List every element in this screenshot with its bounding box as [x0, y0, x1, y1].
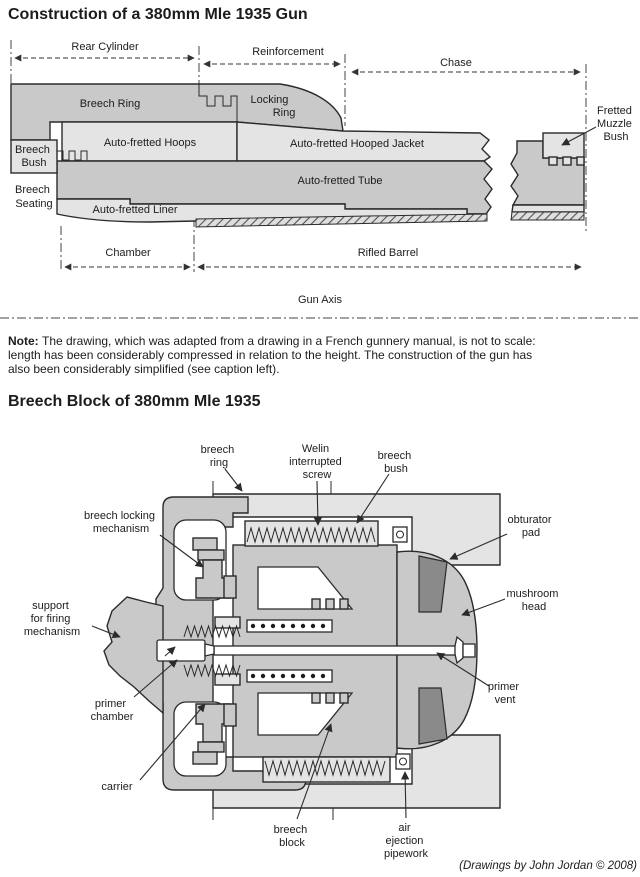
label-carrier: carrier — [101, 781, 133, 793]
label-rear-cylinder: Rear Cylinder — [71, 41, 139, 53]
label-support-firing-mechanism: support for firing mechanism — [23, 600, 81, 638]
shape-support-firing-mechanism — [104, 597, 163, 713]
shape-primer-chamber — [157, 640, 205, 661]
note-line-1: The drawing, which was adapted from a drawing in a French gunnery manual, is not to scale: — [42, 334, 536, 348]
upper-diagram — [0, 40, 640, 318]
label-welin-interrupted-screw: Welin interrupted screw — [289, 443, 342, 481]
lower-diagram — [24, 443, 562, 860]
label-fretted-muzzle-bush: Fretted Muzzle Bush — [597, 105, 632, 143]
note-block — [8, 334, 536, 376]
note-line-2: length has been considerably compressed in relation to the height. The construction of the gun has — [8, 348, 533, 362]
shape-primer-vent-channel — [214, 646, 457, 655]
shape-vent-plug — [463, 644, 475, 657]
label-chamber: Chamber — [105, 247, 151, 259]
label-auto-fretted-liner: Auto-fretted Liner — [92, 204, 178, 216]
shape-air-port-top — [393, 527, 407, 542]
shape-step-tooth — [312, 599, 320, 609]
label-chase: Chase — [440, 57, 472, 69]
shape-vent-flare — [455, 637, 463, 663]
shape-air-port-bottom — [396, 754, 410, 769]
label-auto-fretted-tube: Auto-fretted Tube — [297, 175, 383, 187]
shape-firing-pin-tip — [205, 644, 214, 656]
label-reinforcement: Reinforcement — [252, 46, 324, 58]
shape-step-tooth — [326, 599, 334, 609]
label-primer-vent: primer vent — [487, 681, 520, 706]
shape-step-tooth — [312, 693, 320, 703]
label-gun-axis: Gun Axis — [297, 294, 343, 306]
shape-muzzle-bore — [511, 212, 584, 220]
shape-muzzle-bush-tooth — [563, 157, 571, 165]
shape-step-tooth — [340, 599, 348, 609]
shape-step-tooth — [326, 693, 334, 703]
label-breech-bush: Breech Bush — [15, 144, 50, 169]
leader-welin-screw — [317, 481, 318, 525]
credit-line: (Drawings by John Jordan © 2008) — [459, 860, 637, 872]
label-auto-fretted-hoops: Auto-fretted Hoops — [103, 137, 197, 149]
shape-muzzle-bush-tooth — [577, 157, 584, 165]
shape-muzzle-bush-tooth — [549, 157, 557, 165]
label-breech-ring: Breech Ring — [79, 98, 141, 110]
shape-step-tooth — [340, 693, 348, 703]
label-air-ejection-pipework: air ejection pipework — [383, 822, 429, 860]
label-breech-bush-lower: breech bush — [377, 450, 412, 475]
label-mushroom-head: mushroom head — [506, 588, 559, 613]
note-label: Note: — [8, 334, 39, 348]
label-breech-seating: Breech Seating — [15, 184, 53, 210]
shape-muzzle-liner — [512, 205, 584, 212]
label-auto-fretted-hooped-jacket: Auto-fretted Hooped Jacket — [290, 138, 424, 150]
page-title-upper: Construction of a 380mm Mle 1935 Gun — [8, 6, 308, 23]
label-breech-block: breech block — [273, 824, 308, 849]
leader-breech-ring — [225, 469, 242, 491]
label-rifled-barrel: Rifled Barrel — [357, 247, 419, 259]
label-breech-locking-mechanism: breech locking mechanism — [84, 510, 155, 535]
leader-air-ejection — [405, 772, 406, 818]
label-breech-ring-lower: breech ring — [200, 444, 235, 469]
label-obturator-pad: obturator pad — [507, 514, 552, 539]
page-title-lower: Breech Block of 380mm Mle 1935 — [8, 393, 261, 410]
label-locking-ring: Locking Ring — [250, 94, 296, 119]
note-line-3: also been considerably simplified (see caption left). — [8, 362, 280, 376]
label-primer-chamber: primer chamber — [90, 698, 134, 723]
